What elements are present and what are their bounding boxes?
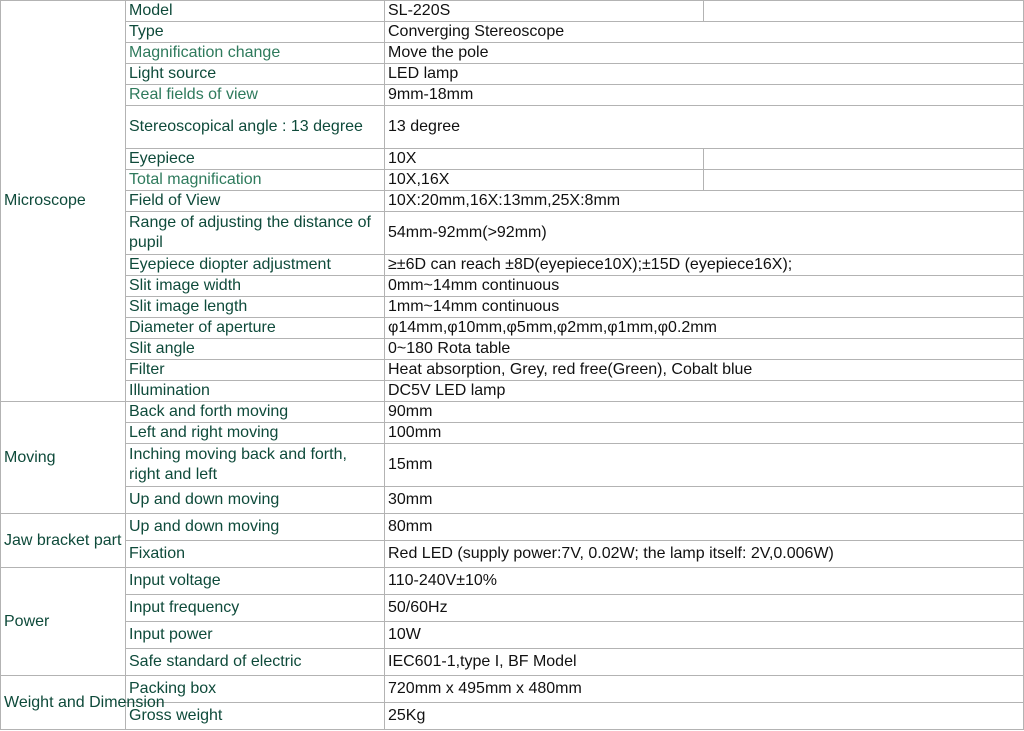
table-row bbox=[1, 106, 1024, 149]
param-cell: Eyepiece bbox=[126, 149, 385, 170]
value-cell: 100mm bbox=[385, 423, 1024, 444]
table-row bbox=[1, 64, 1024, 85]
table-row bbox=[1, 339, 1024, 360]
param-cell: Packing box bbox=[126, 676, 385, 703]
param-cell: Gross weight bbox=[126, 703, 385, 730]
table-row bbox=[1, 444, 1024, 487]
value-cell: 10X bbox=[385, 149, 704, 170]
table-row bbox=[1, 276, 1024, 297]
value-cell: 10X:20mm,16X:13mm,25X:8mm bbox=[385, 191, 1024, 212]
category-cell-weight-dimension: Weight and Dimension bbox=[1, 676, 126, 730]
table-row bbox=[1, 22, 1024, 43]
table-row bbox=[1, 423, 1024, 444]
param-cell: Real fields of view bbox=[126, 85, 385, 106]
category-cell-microscope: Microscope bbox=[1, 1, 126, 402]
param-cell: Input voltage bbox=[126, 568, 385, 595]
empty-cell bbox=[704, 170, 1024, 191]
table-row bbox=[1, 676, 1024, 703]
param-cell: Type bbox=[126, 22, 385, 43]
value-cell: Heat absorption, Grey, red free(Green), Cobalt blue bbox=[385, 360, 1024, 381]
table-row bbox=[1, 541, 1024, 568]
table-row bbox=[1, 43, 1024, 64]
empty-cell bbox=[704, 149, 1024, 170]
value-cell: 110-240V±10% bbox=[385, 568, 1024, 595]
value-cell: 1mm~14mm continuous bbox=[385, 297, 1024, 318]
value-cell: Converging Stereoscope bbox=[385, 22, 1024, 43]
value-cell: Move the pole bbox=[385, 43, 1024, 64]
value-cell: 30mm bbox=[385, 487, 1024, 514]
param-cell: Model bbox=[126, 1, 385, 22]
table-row bbox=[1, 649, 1024, 676]
value-cell: 10X,16X bbox=[385, 170, 704, 191]
param-cell: Inching moving back and forth, right and left bbox=[126, 444, 385, 487]
value-cell: 9mm-18mm bbox=[385, 85, 1024, 106]
value-cell: Red LED (supply power:7V, 0.02W; the lamp itself: 2V,0.006W) bbox=[385, 541, 1024, 568]
table-row bbox=[1, 212, 1024, 255]
value-cell: 720mm x 495mm x 480mm bbox=[385, 676, 1024, 703]
param-cell: Illumination bbox=[126, 381, 385, 402]
value-cell: 10W bbox=[385, 622, 1024, 649]
value-cell: 25Kg bbox=[385, 703, 1024, 730]
value-cell: 13 degree bbox=[385, 106, 1024, 149]
value-cell: 54mm-92mm(>92mm) bbox=[385, 212, 1024, 255]
table-row bbox=[1, 170, 1024, 191]
table-row bbox=[1, 568, 1024, 595]
value-cell: φ14mm,φ10mm,φ5mm,φ2mm,φ1mm,φ0.2mm bbox=[385, 318, 1024, 339]
param-cell: Field of View bbox=[126, 191, 385, 212]
table-row bbox=[1, 703, 1024, 730]
table-row bbox=[1, 487, 1024, 514]
param-cell: Input frequency bbox=[126, 595, 385, 622]
param-cell: Slit image length bbox=[126, 297, 385, 318]
value-cell: 0~180 Rota table bbox=[385, 339, 1024, 360]
category-cell-moving: Moving bbox=[1, 402, 126, 514]
param-cell: Up and down moving bbox=[126, 487, 385, 514]
param-cell: Safe standard of electric bbox=[126, 649, 385, 676]
value-cell: 50/60Hz bbox=[385, 595, 1024, 622]
param-cell: Total magnification bbox=[126, 170, 385, 191]
value-cell: 80mm bbox=[385, 514, 1024, 541]
value-cell: 0mm~14mm continuous bbox=[385, 276, 1024, 297]
value-cell: ≥±6D can reach ±8D(eyepiece10X);±15D (eyepiece16X); bbox=[385, 255, 1024, 276]
table-row bbox=[1, 149, 1024, 170]
table-row bbox=[1, 402, 1024, 423]
value-cell: IEC601-1,type I, BF Model bbox=[385, 649, 1024, 676]
param-cell: Diameter of aperture bbox=[126, 318, 385, 339]
table-row bbox=[1, 381, 1024, 402]
param-cell: Light source bbox=[126, 64, 385, 85]
param-cell: Up and down moving bbox=[126, 514, 385, 541]
value-cell: LED lamp bbox=[385, 64, 1024, 85]
param-cell: Filter bbox=[126, 360, 385, 381]
table-row bbox=[1, 514, 1024, 541]
value-cell: DC5V LED lamp bbox=[385, 381, 1024, 402]
param-cell: Input power bbox=[126, 622, 385, 649]
value-cell: SL-220S bbox=[385, 1, 704, 22]
value-cell: 15mm bbox=[385, 444, 1024, 487]
table-row bbox=[1, 360, 1024, 381]
param-cell: Magnification change bbox=[126, 43, 385, 64]
param-cell: Stereoscopical angle : 13 degree bbox=[126, 106, 385, 149]
param-cell: Eyepiece diopter adjustment bbox=[126, 255, 385, 276]
table-row bbox=[1, 595, 1024, 622]
table-row bbox=[1, 297, 1024, 318]
param-cell: Range of adjusting the distance of pupil bbox=[126, 212, 385, 255]
table-row bbox=[1, 1, 1024, 22]
table-row bbox=[1, 85, 1024, 106]
param-cell: Fixation bbox=[126, 541, 385, 568]
param-cell: Slit angle bbox=[126, 339, 385, 360]
table-row bbox=[1, 191, 1024, 212]
param-cell: Back and forth moving bbox=[126, 402, 385, 423]
empty-cell bbox=[704, 1, 1024, 22]
param-cell: Left and right moving bbox=[126, 423, 385, 444]
table-row bbox=[1, 255, 1024, 276]
table-row bbox=[1, 622, 1024, 649]
table-row bbox=[1, 318, 1024, 339]
value-cell: 90mm bbox=[385, 402, 1024, 423]
param-cell: Slit image width bbox=[126, 276, 385, 297]
category-cell-power: Power bbox=[1, 568, 126, 676]
category-cell-jaw-bracket: Jaw bracket part bbox=[1, 514, 126, 568]
